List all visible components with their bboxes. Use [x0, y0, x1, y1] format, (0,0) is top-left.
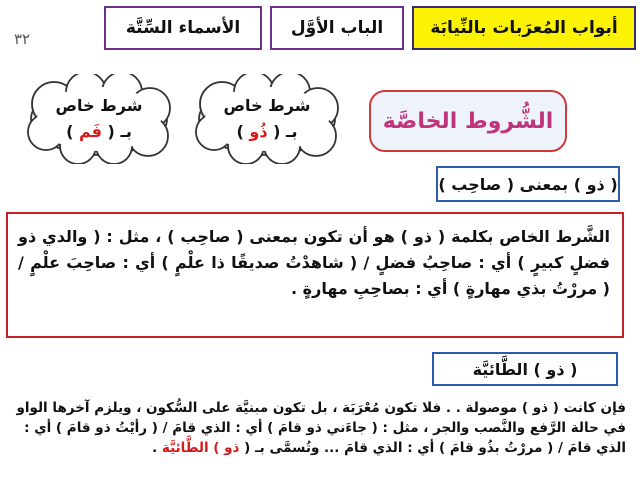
cloud-shape-icon — [192, 74, 342, 164]
special-conditions-title: الشُّروط الخاصَّة — [369, 90, 567, 152]
cloud-condition-fam — [24, 74, 174, 164]
section2-body: فإن كانت ( ذو ) موصولة . . فلا تكون مُعْرَبَة ، بل تكون مبنيَّة على السُّكون ، ويلزم آخرها الواو في حالة الرَّفع والنَّصب والجر ، مثل : ( جاءَني ذو قامَ ) أي : الذي قامَ / ( رأيْتُ ذو قامَ ) أي : الذي قامَ / ( مررْتُ بذُو قامَ ) أي : الذي قامَ ... وتُسمَّى بـ ( ذو ) الطَّائيَّة . — [16, 400, 626, 456]
section2-body-main: فإن كانت ( ذو ) موصولة . . فلا تكون مُعْرَبَة ، بل تكون مبنيَّة على السُّكون ، ويلزم آخرها الواو في حالة الرَّفع والنَّصب والجر ، مثل : ( جاءَني ذو قامَ ) أي : الذي قامَ / ( رأيْتُ ذو قامَ ) أي : الذي قامَ / ( مررْتُ بذُو قامَ ) أي : الذي قامَ ... وتُسمَّى بـ ( — [16, 400, 626, 456]
section1-title: ( ذو ) بمعنى ( صاحِب ) — [436, 166, 620, 202]
cloud-dhu-label: شرط خاص — [223, 96, 311, 115]
section1-body-box — [6, 212, 624, 338]
cloud-dhu-keyword-line: بـ ( ذُو ) — [236, 122, 298, 141]
cloud-fam-keyword: فَم — [78, 122, 102, 141]
book-title: أبواب المُعرَبات بالنِّيابَة — [430, 18, 618, 38]
cloud-condition-dhu — [192, 74, 342, 164]
cloud-fam-keyword-line: بـ ( فَم ) — [66, 122, 132, 141]
section2-keyword: ذو ) الطَّائيَّة — [161, 440, 240, 456]
topic-header — [104, 6, 262, 50]
chapter-title: الباب الأوَّل — [290, 18, 384, 38]
section1-body: الشَّرط الخاص بكلمة ( ذو ) هو أن تكون بمعنى ( صاحِب ) ، مثل : ( والدي ذو فضلٍ كبيرٍ ) أي : صاحِبُ فضلٍ / ( شاهدْتُ صديقًا ذا علْمٍ ) أي : صاحِبَ علْمٍ / ( مررْتُ بذي مهارةٍ ) أي : بصاحِبِ مهارةٍ . — [18, 227, 610, 298]
cloud-dhu-keyword: ذُو — [249, 122, 268, 141]
cloud-shape-icon — [24, 74, 174, 164]
book-title-header — [412, 6, 636, 50]
page-number: ٣٢ — [14, 30, 31, 48]
topic-title: الأسماء السِّتَّة — [125, 18, 241, 38]
section2-title: ( ذو ) الطَّائيَّة — [432, 352, 618, 386]
chapter-header — [270, 6, 404, 50]
cloud-fam-label: شرط خاص — [55, 96, 143, 115]
